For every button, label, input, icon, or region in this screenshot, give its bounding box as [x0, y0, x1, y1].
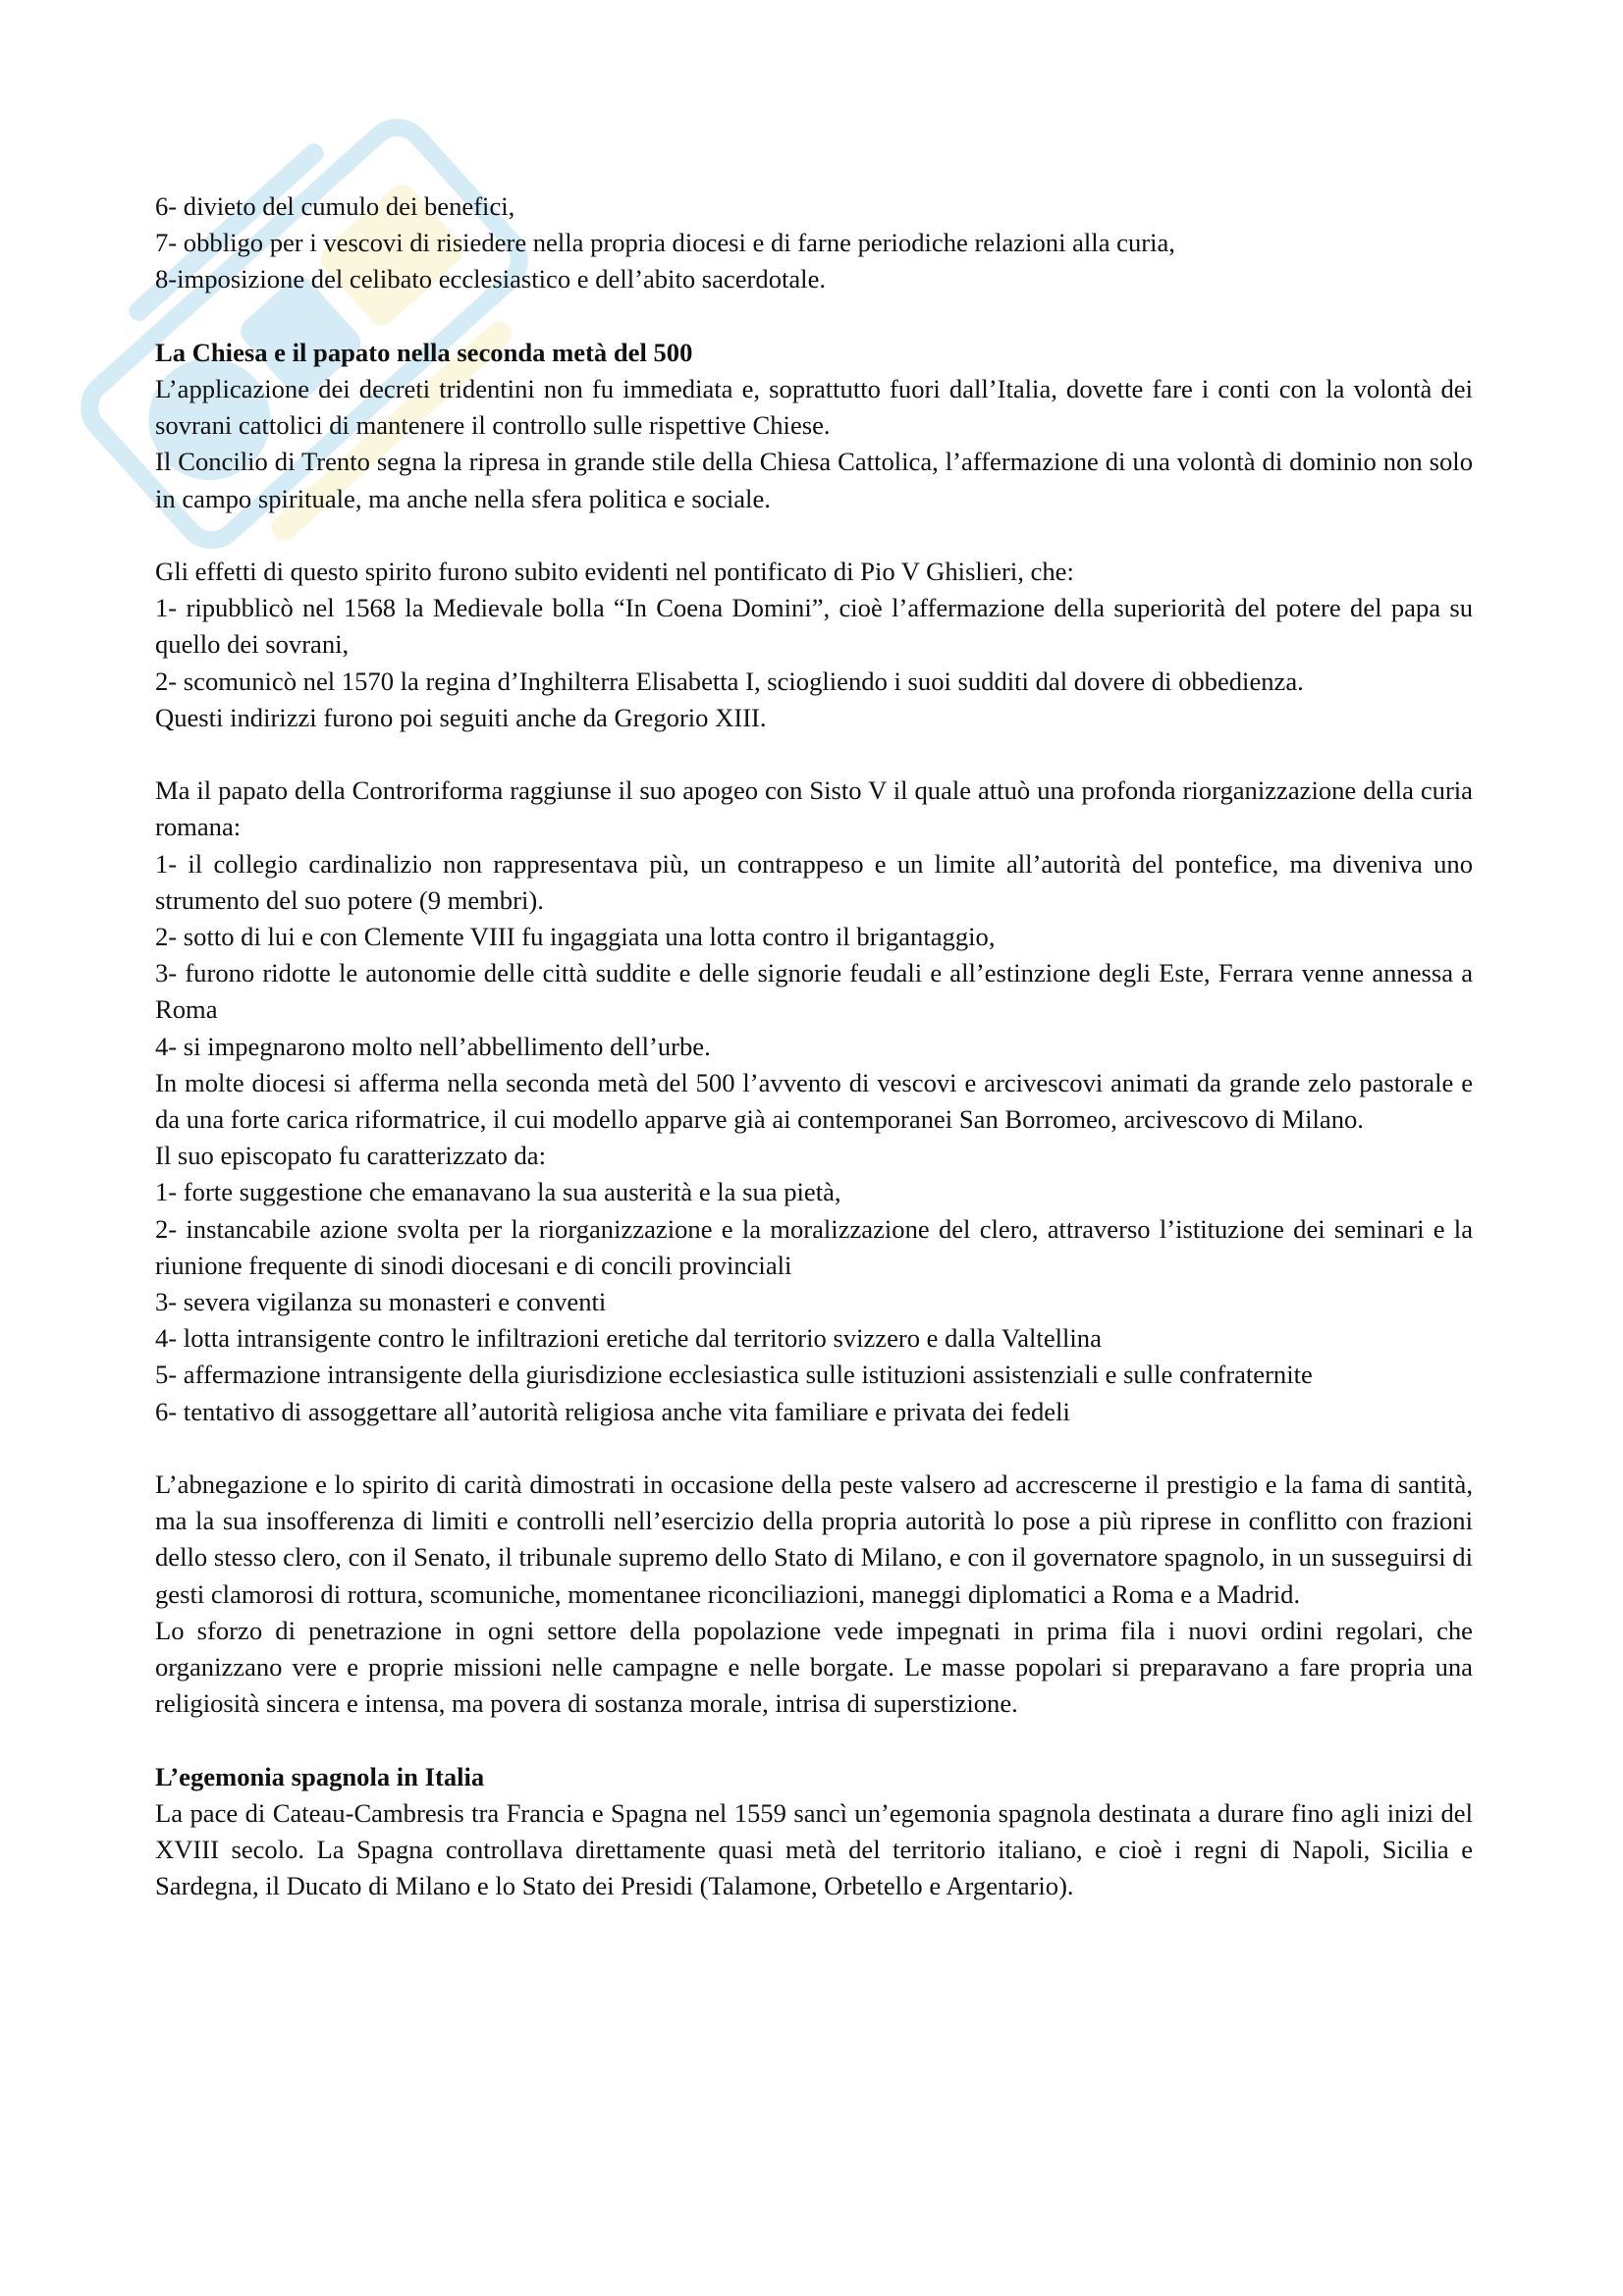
intro-list-item: 7- obbligo per i vescovi di risiedere nella propria diocesi e di farne periodiche relazioni alla curia, [155, 228, 1175, 258]
list-item: 4- si impegnarono molto nell’abbellimento dell’urbe. [155, 1031, 711, 1061]
paragraph: In molte diocesi si afferma nella seconda metà del 500 l’avvento di vescovi e arcivescovi animati da grande zelo pastorale e da una forte carica riformatrice, il cui modello apparve già ai contemporanei San Borromeo, arcivescovo di Milano. [155, 1067, 1473, 1135]
paragraph: Il suo episcopato fu caratterizzato da: [155, 1141, 546, 1171]
intro-list-item: 6- divieto del cumulo dei benefici, [155, 191, 515, 221]
section-heading-egemonia: L’egemonia spagnola in Italia [155, 1761, 485, 1791]
paragraph: Ma il papato della Controriforma raggiunse il suo apogeo con Sisto V il quale attuò una profonda riorganizzazione della curia romana: [155, 775, 1473, 842]
paragraph: L’applicazione dei decreti tridentini non fu immediata e, soprattutto fuori dall’Italia, dovette fare i conti con la volontà dei sovrani cattolici di mantenere il controllo sulle rispettive Chiese. [155, 374, 1473, 441]
list-item: 3- furono ridotte le autonomie delle città suddite e delle signorie feudali e all’estinzione degli Este, Ferrara venne annessa a Roma [155, 958, 1473, 1025]
list-item: 1- forte suggestione che emanavano la sua austerità e la sua pietà, [155, 1177, 841, 1207]
paragraph: Gli effetti di questo spirito furono subito evidenti nel pontificato di Pio V Ghislieri, che: [155, 557, 1074, 586]
paragraph: L’abnegazione e lo spirito di carità dimostrati in occasione della peste valsero ad accrescerne il prestigio e la fama di santità, ma la sua insofferenza di limiti e controlli nell’esercizio della propria autorità lo pose a più riprese in conflitto con frazioni dello stesso clero, con il Senato, il tribunale supremo dello Stato di Milano, e con il governatore spagnolo, in un susseguirsi di gesti clamorosi di rottura, scomuniche, momentanee riconciliazioni, maneggi diplomatici a Roma e a Madrid. [155, 1469, 1473, 1609]
paragraph: Lo sforzo di penetrazione in ogni settore della popolazione vede impegnati in prima fila i nuovi ordini regolari, che organizzano vere e proprie missioni nelle campagne e nelle borgate. Le masse popolari si preparavano a fare propria una religiosità sincera e intensa, ma povera di sostanza morale, intrisa di superstizione. [155, 1615, 1473, 1719]
document-page [155, 188, 1473, 1904]
paragraph: La pace di Cateau-Cambresis tra Francia e Spagna nel 1559 sancì un’egemonia spagnola destinata a durare fino agli inizi del XVIII secolo. La Spagna controllava direttamente quasi metà del territorio italiano, e cioè i regni di Napoli, Sicilia e Sardegna, il Ducato di Milano e lo Stato dei Presidi (Talamone, Orbetello e Argentario). [155, 1797, 1473, 1901]
paragraph: Questi indirizzi furono poi seguiti anche da Gregorio XIII. [155, 702, 767, 732]
list-item: 2- scomunicò nel 1570 la regina d’Inghilterra Elisabetta I, sciogliendo i suoi sudditi dal dovere di obbedienza. [155, 666, 1304, 696]
section-heading-chiesa: La Chiesa e il papato nella seconda metà del 500 [155, 337, 693, 367]
intro-list-item: 8-imposizione del celibato ecclesiastico e dell’abito sacerdotale. [155, 264, 827, 294]
list-item: 1- ripubblicò nel 1568 la Medievale bolla “In Coena Domini”, cioè l’affermazione della superiorità del potere del papa su quello dei sovrani, [155, 593, 1473, 660]
paragraph: Il Concilio di Trento segna la ripresa in grande stile della Chiesa Cattolica, l’affermazione di una volontà di dominio non solo in campo spirituale, ma anche nella sfera politica e sociale. [155, 447, 1473, 513]
list-item: 6- tentativo di assoggettare all’autorità religiosa anche vita familiare e privata dei fedeli [155, 1396, 1070, 1426]
list-item: 3- severa vigilanza su monasteri e conventi [155, 1287, 607, 1317]
list-item: 4- lotta intransigente contro le infiltrazioni eretiche dal territorio svizzero e dalla Valtellina [155, 1323, 1102, 1354]
list-item: 1- il collegio cardinalizio non rappresentava più, un contrappeso e un limite all’autorità del pontefice, ma diveniva uno strumento del suo potere (9 membri). [155, 848, 1473, 915]
list-item: 2- instancabile azione svolta per la riorganizzazione e la moralizzazione del clero, attraverso l’istituzione dei seminari e la riunione frequente di sinodi diocesani e di concili provinciali [155, 1213, 1473, 1280]
list-item: 2- sotto di lui e con Clemente VIII fu ingaggiata una lotta contro il brigantaggio, [155, 922, 996, 952]
list-item: 5- affermazione intransigente della giurisdizione ecclesiastica sulle istituzioni assistenziali e sulle confraternite [155, 1360, 1313, 1390]
